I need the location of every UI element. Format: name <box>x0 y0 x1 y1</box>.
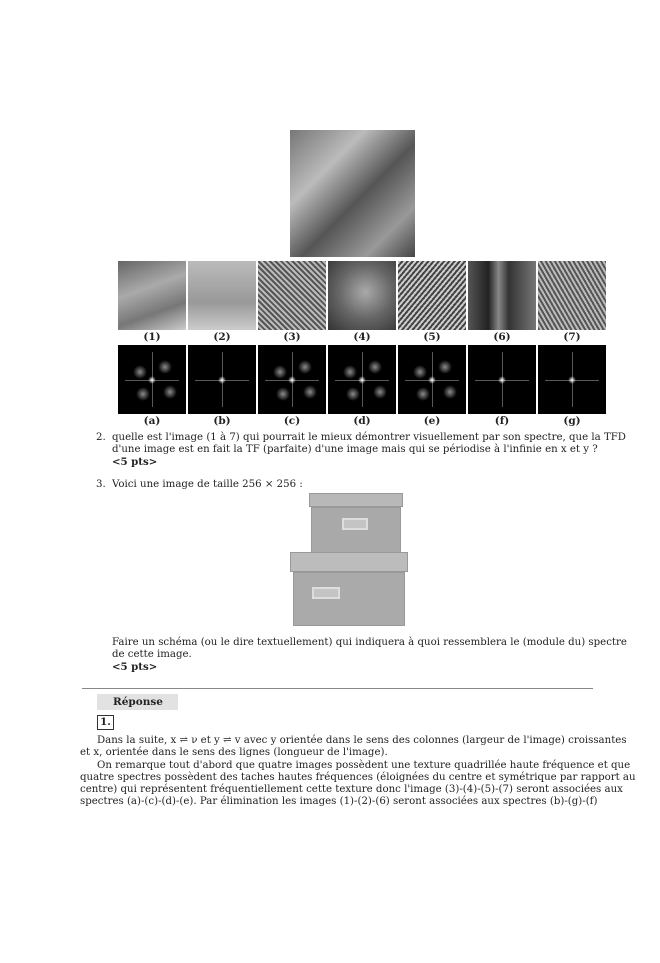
q3-line2: Faire un schéma (ou le dire textuellement) qui indiquera à quoi ressemblera le (module du) spectre <box>112 637 627 648</box>
divider <box>82 688 593 689</box>
image-label: (3) <box>283 331 301 343</box>
spectrum-thumbnail <box>118 345 186 414</box>
q2-line1: quelle est l'image (1 à 7) qui pourrait le mieux démontrer visuellement par son spectre, que la TFD <box>112 432 626 443</box>
answer-p2-line4: spectres (a)-(c)-(d)-(e). Par élimination les images (1)-(2)-(6) seront associées aux spectres (b)-(g)-(f) <box>80 796 598 807</box>
image-thumbnail <box>328 261 396 330</box>
spectrum-thumbnail <box>188 345 256 414</box>
q3-line1: Voici une image de taille 256 × 256 : <box>112 479 303 490</box>
boxes-image <box>285 490 415 630</box>
spectrum-thumbnail <box>258 345 326 414</box>
image-label: (6) <box>493 331 511 343</box>
spectrum-label: (a) <box>143 415 161 427</box>
image-label: (5) <box>423 331 441 343</box>
answer-p2-line2: quatre spectres possèdent des taches hautes fréquences (éloignées du centre et symétrique par rapport au <box>80 772 636 783</box>
spectrum-label: (c) <box>283 415 301 427</box>
spectrum-thumbnail <box>328 345 396 414</box>
image-label: (1) <box>143 331 161 343</box>
spectrum-label: (d) <box>353 415 371 427</box>
spectrum-label: (g) <box>563 415 581 427</box>
image-label: (7) <box>563 331 581 343</box>
q2-points: <5 pts> <box>112 456 158 468</box>
answer-title: Réponse <box>97 694 178 710</box>
q3-number: 3. <box>96 479 106 490</box>
spectrum-label: (f) <box>494 415 510 427</box>
image-label: (4) <box>353 331 371 343</box>
spectrum-label: (e) <box>423 415 441 427</box>
image-thumbnail <box>118 261 186 330</box>
answer-p1-line2: et x, orientée dans le sens des lignes (longueur de l'image). <box>80 747 388 758</box>
image-thumbnail <box>258 261 326 330</box>
spectrum-label: (b) <box>213 415 231 427</box>
spectrum-thumbnail <box>538 345 606 414</box>
answer-p2-line1: On remarque tout d'abord que quatre images possèdent une texture quadrillée haute fréquence et que <box>97 760 631 771</box>
answer-number: 1. <box>97 715 114 730</box>
q2-line2: d'une image est en fait la TF (parfaite) d'une image mais qui se périodise à l'infinie en x et y ? <box>112 444 598 455</box>
image-thumbnail <box>468 261 536 330</box>
q3-line3: de cette image. <box>112 649 192 660</box>
image-thumbnail <box>538 261 606 330</box>
main-photo <box>290 130 415 257</box>
spectrum-thumbnail <box>398 345 466 414</box>
answer-p2-line3: centre) qui représentent fréquentiellement cette texture donc l'image (3)-(4)-(5)-(7) seront associées aux <box>80 784 623 795</box>
answer-p1-line1: Dans la suite, x ⇌ ν et y ⇌ v avec y orientée dans le sens des colonnes (largeur de l'image) croissantes <box>97 735 627 746</box>
q3-points: <5 pts> <box>112 661 158 673</box>
image-thumbnail <box>188 261 256 330</box>
image-thumbnail <box>398 261 466 330</box>
image-label: (2) <box>213 331 231 343</box>
q2-number: 2. <box>96 432 106 443</box>
spectrum-thumbnail <box>468 345 536 414</box>
